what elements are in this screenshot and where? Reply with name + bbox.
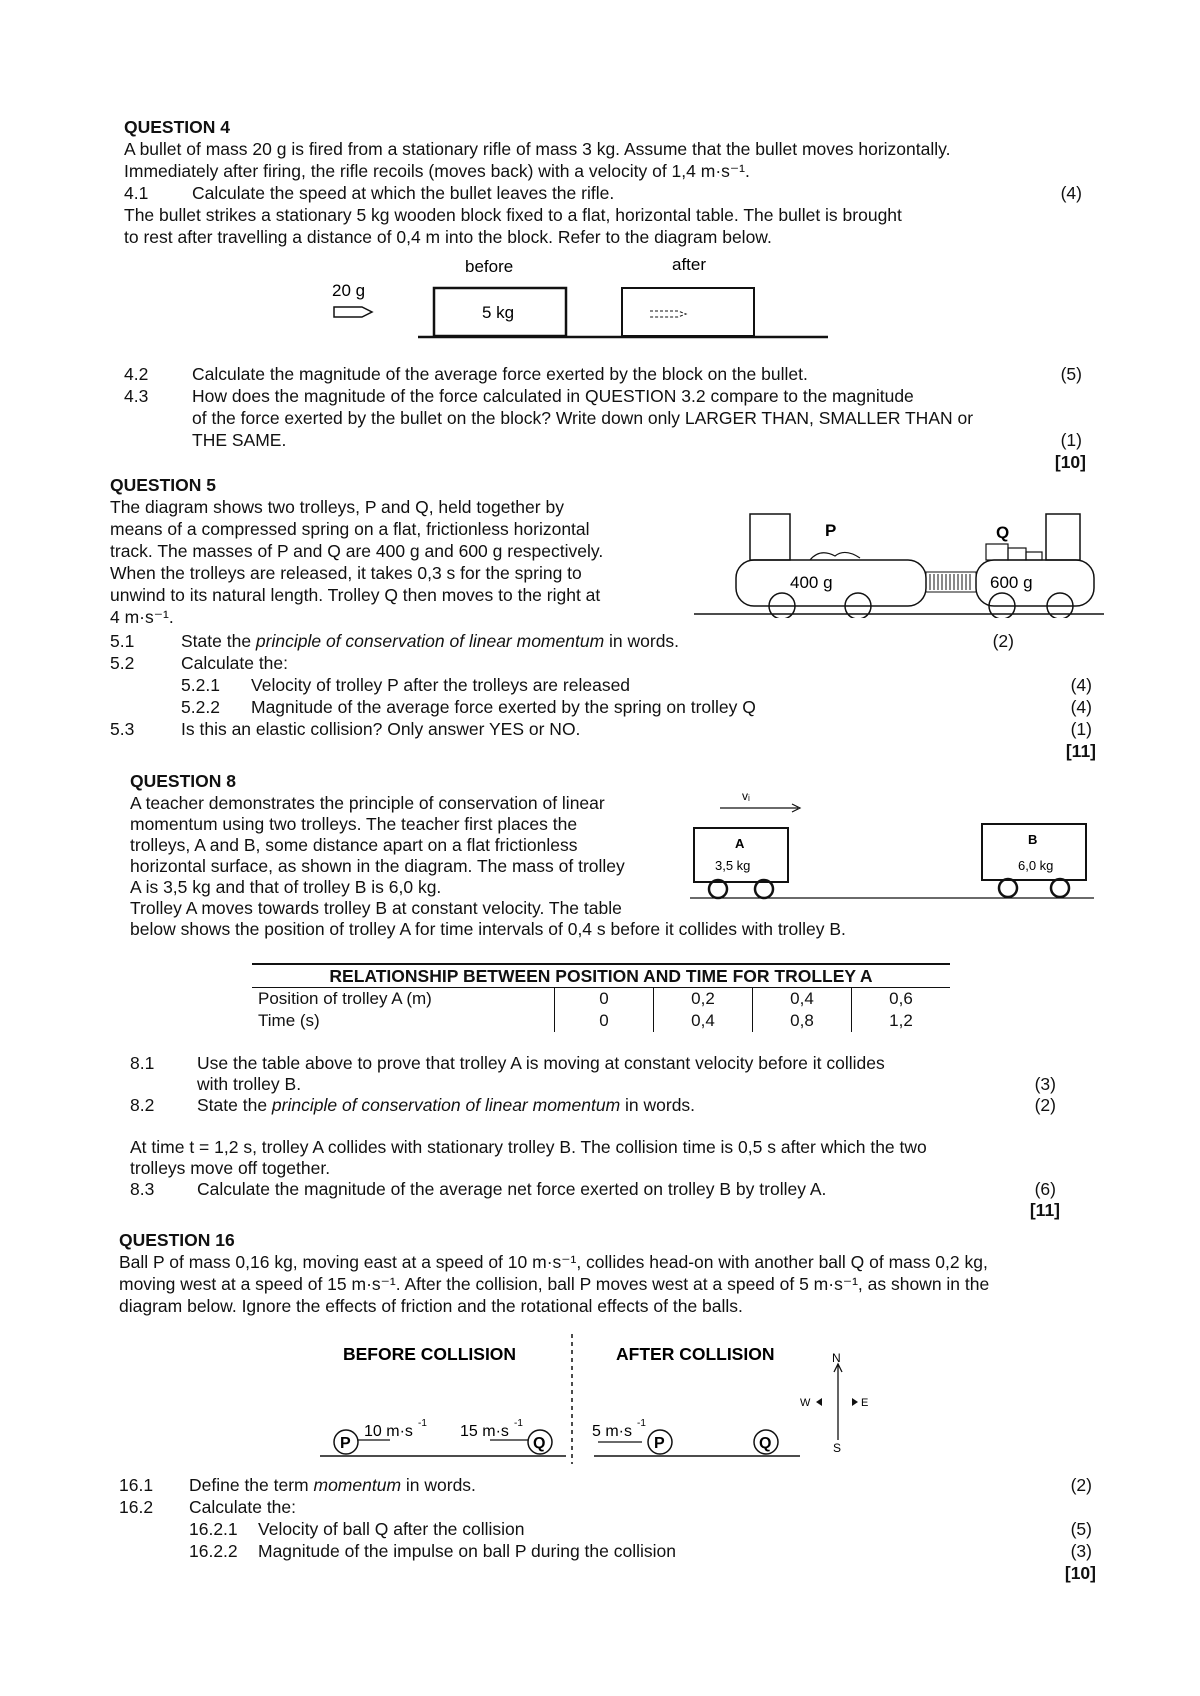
q16-2-2-text: Magnitude of the impulse on ball P during the collision xyxy=(258,1541,676,1561)
table-cell: 0,4 xyxy=(654,1010,753,1032)
q4-intro-line-2: Immediately after firing, the rifle recoils (moves back) with a velocity of 1,4 m·s⁻¹. xyxy=(124,161,750,181)
q8-3-marks: (6) xyxy=(1034,1179,1056,1199)
q8-1-marks: (3) xyxy=(1034,1074,1056,1094)
trolley-b-mass: 6,0 kg xyxy=(1018,858,1054,873)
table-cell: 0,4 xyxy=(753,988,852,1011)
p-speed-before-exponent: -1 xyxy=(418,1418,427,1429)
q4-2-marks: (5) xyxy=(1060,364,1082,384)
table-row-label: Position of trolley A (m) xyxy=(258,989,432,1008)
q5-1-text: State the principle of conservation of linear momentum in words. xyxy=(181,631,680,651)
q8-paragraph-line-2: trolleys move off together. xyxy=(130,1158,331,1178)
q5-3-marks: (1) xyxy=(1070,719,1092,739)
svg-text:S: S xyxy=(833,1441,842,1455)
q4-block-after xyxy=(622,288,754,336)
q5-line-6: 4 m·s⁻¹. xyxy=(110,607,174,627)
q8-2-marks: (2) xyxy=(1034,1095,1056,1115)
q5-line-1: The diagram shows two trolleys, P and Q, held together by xyxy=(110,497,564,517)
q16-1-text: Define the term momentum in words. xyxy=(189,1475,476,1495)
q4-block-mass-label: 5 kg xyxy=(482,303,515,322)
q5-2-1-number: 5.2.1 xyxy=(181,675,220,695)
q4-3-line-2: of the force exerted by the bullet on the block? Write down only LARGER THAN, SMALLER THAN or xyxy=(192,408,974,428)
before-collision-label: BEFORE COLLISION xyxy=(343,1344,517,1364)
table-row xyxy=(252,1010,950,1032)
q5-line-4: When the trolleys are released, it takes 0,3 s for the spring to xyxy=(110,563,582,583)
bullet-icon xyxy=(334,307,372,317)
q8-1-number: 8.1 xyxy=(130,1053,155,1073)
q8-line-6: Trolley A moves towards trolley B at constant velocity. The table xyxy=(130,898,622,918)
q4-2-text: Calculate the magnitude of the average force exerted by the block on the bullet. xyxy=(192,364,808,384)
q8-paragraph-line-1: At time t = 1,2 s, trolley A collides with stationary trolley B. The collision time is 0,5 s after which the two xyxy=(130,1137,927,1157)
q4-total: [10] xyxy=(1054,452,1086,472)
trolley-q-load-icon xyxy=(986,544,1042,560)
after-collision-label: AFTER COLLISION xyxy=(616,1344,775,1364)
table-row xyxy=(252,988,950,1011)
table-title: RELATIONSHIP BETWEEN POSITION AND TIME FOR TROLLEY A xyxy=(252,964,950,988)
q4-paragraph-line-1: The bullet strikes a stationary 5 kg wooden block fixed to a flat, horizontal table. The bullet is brought xyxy=(124,205,902,225)
q5-1-marks: (2) xyxy=(992,631,1014,651)
q4-heading: QUESTION 4 xyxy=(124,117,230,137)
svg-text:W: W xyxy=(800,1397,811,1409)
q5-2-2-text: Magnitude of the average force exerted by the spring on trolley Q xyxy=(251,697,756,717)
q4-before-label: before xyxy=(465,257,514,276)
trolley-a-label: A xyxy=(735,836,745,851)
q4-bullet-block-diagram xyxy=(320,250,840,350)
trolley-q-label: Q xyxy=(996,523,1010,542)
ball-q-label: Q xyxy=(533,1435,546,1452)
q4-3-line-3: THE SAME. xyxy=(192,430,287,450)
q5-line-3: track. The masses of P and Q are 400 g and 600 g respectively. xyxy=(110,541,604,561)
q5-2-2-number: 5.2.2 xyxy=(181,697,220,717)
trolley-p-load-icon xyxy=(810,552,860,560)
trolley-q-mass: 600 g xyxy=(990,573,1033,592)
trolley-b-label: B xyxy=(1028,832,1038,847)
table-cell: 0 xyxy=(555,988,654,1011)
q8-1-line-2: with trolley B. xyxy=(197,1074,302,1094)
q5-2-1-marks: (4) xyxy=(1070,675,1092,695)
table-cell: 0,8 xyxy=(753,1010,852,1032)
trolley-p-label: P xyxy=(825,521,837,540)
q16-line-1: Ball P of mass 0,16 kg, moving east at a speed of 10 m·s⁻¹, collides head-on with another ball Q of mass 0,2 kg, xyxy=(119,1252,988,1272)
q-speed-before: 15 m·s xyxy=(460,1423,509,1440)
table-row-label: Time (s) xyxy=(258,1011,320,1030)
trolley-p-upright xyxy=(750,514,790,560)
q-speed-before-exponent: -1 xyxy=(514,1418,523,1429)
q4-paragraph-line-2: to rest after travelling a distance of 0,4 m into the block. Refer to the diagram below. xyxy=(124,227,772,247)
q8-1-line-1: Use the table above to prove that trolley A is moving at constant velocity before it collides xyxy=(197,1053,885,1073)
q8-total: [11] xyxy=(1029,1200,1060,1220)
q16-2-1-marks: (5) xyxy=(1070,1519,1092,1539)
q8-line-1: A teacher demonstrates the principle of conservation of linear xyxy=(130,793,605,813)
table-cell: 1,2 xyxy=(852,1010,951,1032)
q8-line-7: below shows the position of trolley A for time intervals of 0,4 s before it collides with trolley B. xyxy=(130,919,846,939)
q8-line-2: momentum using two trolleys. The teacher first places the xyxy=(130,814,578,834)
svg-text:E: E xyxy=(861,1397,869,1409)
q8-heading: QUESTION 8 xyxy=(130,771,236,791)
svg-text:N: N xyxy=(832,1351,841,1365)
q5-line-5: unwind to its natural length. Trolley Q then moves to the right at xyxy=(110,585,601,605)
q5-3-text: Is this an elastic collision? Only answer YES or NO. xyxy=(181,719,581,739)
compass-icon xyxy=(800,1351,868,1455)
q16-1-marks: (2) xyxy=(1070,1475,1092,1495)
q4-3-marks: (1) xyxy=(1060,430,1082,450)
q16-collision-diagram xyxy=(320,1330,880,1470)
q16-heading: QUESTION 16 xyxy=(119,1230,235,1250)
ball-p-after-label: P xyxy=(654,1435,665,1452)
ball-p-label: P xyxy=(340,1435,351,1452)
q4-intro-line-1: A bullet of mass 20 g is fired from a stationary rifle of mass 3 kg. Assume that the bullet moves horizontally. xyxy=(124,139,951,159)
q8-trolleys-diagram xyxy=(680,784,1100,904)
p-speed-after-exponent: -1 xyxy=(637,1418,646,1429)
q16-2-2-marks: (3) xyxy=(1070,1541,1092,1561)
q5-total: [11] xyxy=(1065,741,1096,761)
q5-2-number: 5.2 xyxy=(110,653,135,673)
q16-2-number: 16.2 xyxy=(119,1497,154,1517)
embedded-bullet-icon xyxy=(650,311,686,317)
q8-3-text: Calculate the magnitude of the average net force exerted on trolley B by trolley A. xyxy=(197,1179,827,1199)
q16-line-2: moving west at a speed of 15 m·s⁻¹. After the collision, ball P moves west at a speed of 5 m·s⁻¹, as shown in the xyxy=(119,1274,990,1294)
q16-2-text: Calculate the: xyxy=(189,1497,297,1517)
q4-1-text: Calculate the speed at which the bullet leaves the rifle. xyxy=(192,183,615,203)
q8-3-number: 8.3 xyxy=(130,1179,155,1199)
q5-2-2-marks: (4) xyxy=(1070,697,1092,717)
q8-line-5: A is 3,5 kg and that of trolley B is 6,0 kg. xyxy=(130,877,442,897)
trolley-a-mass: 3,5 kg xyxy=(715,858,751,873)
q5-2-1-text: Velocity of trolley P after the trolleys are released xyxy=(251,675,631,695)
table-cell: 0 xyxy=(555,1010,654,1032)
p-speed-after: 5 m·s xyxy=(592,1423,632,1440)
trolley-p-mass: 400 g xyxy=(790,573,833,592)
position-time-table xyxy=(252,963,950,1032)
q8-velocity-label: vᵢ xyxy=(742,789,750,803)
q4-1-number: 4.1 xyxy=(124,183,149,203)
q4-2-number: 4.2 xyxy=(124,364,149,384)
q4-after-label: after xyxy=(672,255,707,274)
table-cell: 0,6 xyxy=(852,988,951,1011)
q4-3-line-1: How does the magnitude of the force calculated in QUESTION 3.2 compare to the magnitude xyxy=(192,386,914,406)
q5-3-number: 5.3 xyxy=(110,719,135,739)
q5-heading: QUESTION 5 xyxy=(110,475,216,495)
q16-2-1-number: 16.2.1 xyxy=(189,1519,238,1539)
compressed-spring-icon xyxy=(926,572,976,592)
q5-trolleys-diagram xyxy=(690,506,1110,618)
q5-1-number: 5.1 xyxy=(110,631,135,651)
q4-1-marks: (4) xyxy=(1060,183,1082,203)
q16-2-2-number: 16.2.2 xyxy=(189,1541,238,1561)
q5-2-text: Calculate the: xyxy=(181,653,289,673)
q16-1-number: 16.1 xyxy=(119,1475,154,1495)
q8-2-number: 8.2 xyxy=(130,1095,155,1115)
q8-line-4: horizontal surface, as shown in the diagram. The mass of trolley xyxy=(130,856,625,876)
q4-bullet-mass-label: 20 g xyxy=(332,281,366,300)
trolley-q-upright xyxy=(1046,514,1080,560)
q16-line-3: diagram below. Ignore the effects of friction and the rotational effects of the balls. xyxy=(119,1296,743,1316)
q4-3-number: 4.3 xyxy=(124,386,149,406)
q8-line-3: trolleys, A and B, some distance apart on a flat frictionless xyxy=(130,835,578,855)
q16-total: [10] xyxy=(1064,1563,1096,1583)
trolley-b-wheel xyxy=(1051,879,1069,897)
p-speed-before: 10 m·s xyxy=(364,1423,413,1440)
ball-q-after-label: Q xyxy=(759,1435,772,1452)
q16-2-1-text: Velocity of ball Q after the collision xyxy=(258,1519,525,1539)
trolley-b-wheel xyxy=(999,879,1017,897)
q5-line-2: means of a compressed spring on a flat, frictionless horizontal xyxy=(110,519,590,539)
q8-2-text: State the principle of conservation of linear momentum in words. xyxy=(197,1095,696,1115)
table-cell: 0,2 xyxy=(654,988,753,1011)
